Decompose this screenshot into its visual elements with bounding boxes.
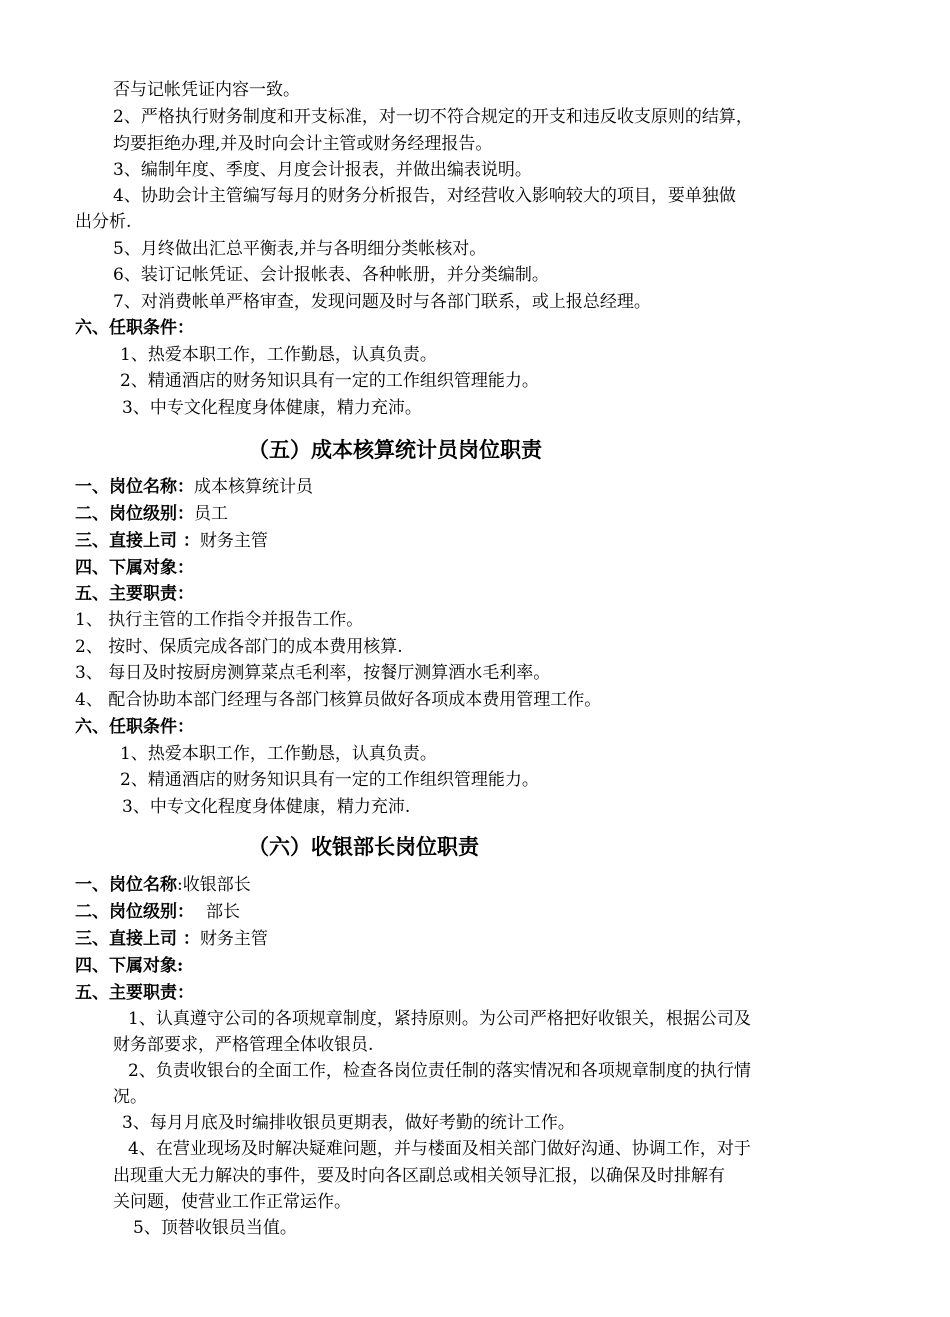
text-line: 5、顶替收银员当值。 <box>133 1218 297 1238</box>
text-line: 4、在营业现场及时解决疑难问题，并与楼面及相关部门做好沟通、协调工作，对于 <box>128 1139 751 1159</box>
field-value: 财务主管 <box>199 929 268 949</box>
field-label: 一、岗位名称： <box>75 477 194 497</box>
section-title: （六）收银部长岗位职责 <box>248 834 479 859</box>
text-line: 关问题，使营业工作正常运作。 <box>113 1192 351 1212</box>
text-line: 3、每月月底及时编排收银员更期表，做好考勤的统计工作。 <box>122 1113 575 1133</box>
text-line: 2、严格执行财务制度和开支标准，对一切不符合规定的开支和违反收支原则的结算， <box>113 107 753 127</box>
text-line: 5、月终做出汇总平衡表,并与各明细分类帐核对。 <box>113 239 487 259</box>
text-line: 1、热爱本职工作，工作勤恳，认真负责。 <box>120 345 437 365</box>
text-line: 3、中专文化程度身体健康，精力充沛。 <box>122 398 422 418</box>
field-label: 二、岗位级别： <box>75 902 194 922</box>
field-label: 二、岗位级别： <box>75 504 194 524</box>
text-line: 3、中专文化程度身体健康，精力充沛. <box>122 797 411 817</box>
field-label: 三、直接上司 ： <box>75 929 200 949</box>
section-heading: 六、任职条件： <box>75 318 194 338</box>
text-line: 况。 <box>113 1087 147 1107</box>
text-line: 2、精通酒店的财务知识具有一定的工作组织管理能力。 <box>120 371 539 391</box>
text-line: 出分析. <box>75 212 132 232</box>
text-line: 2、负责收银台的全面工作，检查各岗位责任制的落实情况和各项规章制度的执行情 <box>128 1061 751 1081</box>
section-title: （五）成本核算统计员岗位职责 <box>248 437 542 462</box>
text-line: 3、编制年度、季度、月度会计报表，并做出编表说明。 <box>113 160 532 180</box>
field-row <box>75 900 240 924</box>
field-value: 员工 <box>194 504 228 524</box>
list-item: 1、 执行主管的工作指令并报告工作。 <box>75 610 364 630</box>
field-row <box>75 475 313 499</box>
field-label: 三、直接上司 ： <box>75 531 200 551</box>
field-label: 五、主要职责： <box>75 983 194 1003</box>
field-label: 五、主要职责： <box>75 584 194 604</box>
field-label: 四、下属对象： <box>75 558 194 578</box>
field-value: 成本核算统计员 <box>194 477 313 497</box>
text-line: 7、对消费帐单严格审查，发现问题及时与各部门联系，或上报总经理。 <box>113 292 651 312</box>
text-line: 4、协助会计主管编写每月的财务分析报告，对经营收入影响较大的项目，要单独做 <box>113 186 736 206</box>
text-line: 财务部要求，严格管理全体收银员. <box>113 1035 374 1055</box>
field-label: 一、岗位名称 <box>75 875 177 895</box>
text-line: 出现重大无力解决的事件，要及时向各区副总或相关领导汇报，以确保及时排解有 <box>113 1166 725 1186</box>
field-row <box>75 873 251 897</box>
field-value: 部长 <box>206 902 240 922</box>
field-row <box>75 927 268 951</box>
field-row <box>75 502 228 526</box>
text-line: 否与记帐凭证内容一致。 <box>113 80 300 100</box>
text-line: 均要拒绝办理,并及时向会计主管或财务经理报告。 <box>113 134 493 154</box>
field-value: :收银部长 <box>177 875 251 895</box>
text-line: 1、热爱本职工作，工作勤恳，认真负责。 <box>120 744 437 764</box>
list-item: 4、 配合协助本部门经理与各部门核算员做好各项成本费用管理工作。 <box>75 690 602 710</box>
field-row <box>75 529 268 553</box>
text-line: 2、精通酒店的财务知识具有一定的工作组织管理能力。 <box>120 770 539 790</box>
list-item: 2、 按时、保质完成各部门的成本费用核算. <box>75 637 403 657</box>
list-item: 3、 每日及时按厨房测算菜点毛利率，按餐厅测算酒水毛利率。 <box>75 663 551 683</box>
text-line: 6、装订记帐凭证、会计报帐表、各种帐册，并分类编制。 <box>113 265 549 285</box>
text-line: 1、认真遵守公司的各项规章制度，紧持原则。为公司严格把好收银关，根据公司及 <box>128 1009 751 1029</box>
field-label: 四、下属对象: <box>75 956 184 976</box>
section-heading: 六、任职条件： <box>75 717 194 737</box>
field-value: 财务主管 <box>199 531 268 551</box>
